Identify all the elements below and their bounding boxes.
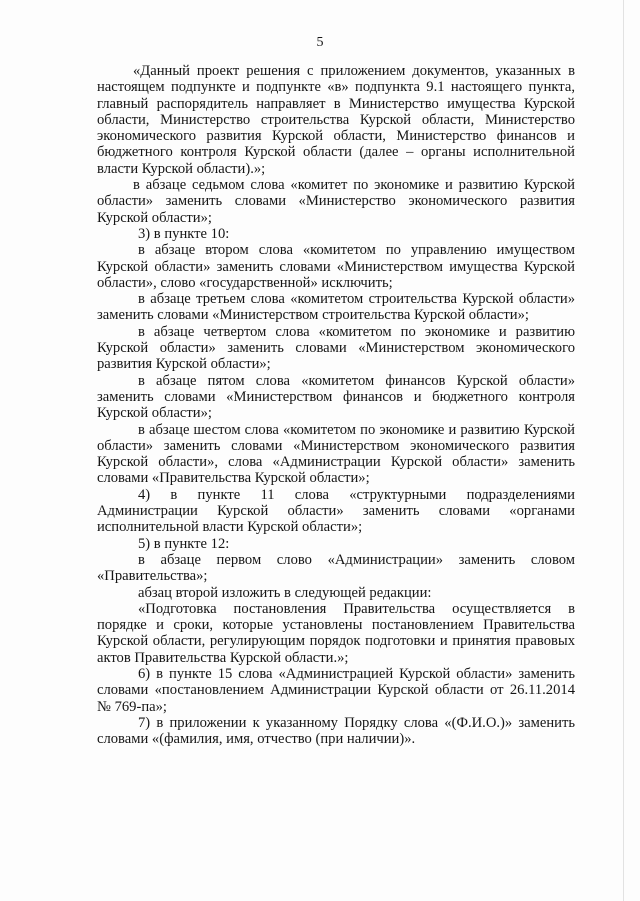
paragraph-draft-decision: «Данный проект решения с приложением документов, указанных в настоящем подпункте и подпункте «в» подпункта 9.1 настоящего пункта, главный распорядитель направляет в Министерство имущества Курской области, Министерство строительства Курской области, Министерство экономического развития Курской области, Министерство финансов и бюджетного контроля Курской области (далее – органы исполнительной власти Курской области).»; [97, 63, 575, 177]
paragraph-sixth-abzac: в абзаце шестом слова «комитетом по экономике и развитию Курской области» заменить словами «Министерством экономического развития Курской области», слова «Администрации Курской области» заменить словами «Правительства Курской области»; [97, 421, 575, 487]
paragraph-seventh-abzac: в абзаце седьмом слова «комитет по экономике и развитию Курской области» заменить словами «Министерство экономического развития Курской области»; [97, 177, 575, 226]
scan-edge-line [623, 0, 624, 901]
paragraph-fifth-abzac: в абзаце пятом слова «комитетом финансов Курской области» заменить словами «Министерством финансов и бюджетного контроля Курской области»; [97, 372, 575, 422]
paragraph-item-4: 4) в пункте 11 слова «структурными подразделениями Администрации Курской области» заменить словами «органами исполнительной власти Курской области»; [97, 486, 575, 536]
paragraph-second-abzac: в абзаце втором слова «комитетом по управлению имуществом Курской области» заменить словами «Министерством имущества Курской области», слово «государственной» исключить; [97, 242, 575, 291]
paragraph-item-7: 7) в приложении к указанному Порядку слова «(Ф.И.О.)» заменить словами «(фамилия, имя, отчество (при наличии)». [97, 714, 575, 748]
page-number: 5 [316, 35, 324, 50]
paragraph-first-abzac: в абзаце первом слово «Администрации» заменить словом «Правительства»; [97, 551, 575, 585]
paragraph-fourth-abzac: в абзаце четвертом слова «комитетом по экономике и развитию Курской области» заменить словами «Министерством экономического развития Курской области»; [97, 323, 575, 373]
paragraph-item-3: 3) в пункте 10: [138, 225, 230, 242]
paragraph-item-5: 5) в пункте 12: [138, 535, 230, 552]
document-body [97, 63, 575, 747]
paragraph-quote-preparation: «Подготовка постановления Правительства осуществляется в порядке и сроки, которые установлены постановлением Правительства Курской области, регулирующим порядок подготовки и принятия правовых актов Правительства Курской области.»; [97, 600, 575, 666]
paragraph-second-abzac-new: абзац второй изложить в следующей редакции: [138, 584, 432, 601]
paragraph-third-abzac: в абзаце третьем слова «комитетом строительства Курской области» заменить словами «Министерством строительства Курской области»; [97, 291, 575, 324]
paragraph-item-6: 6) в пункте 15 слова «Администрацией Курской области» заменить словами «постановлением Администрации Курской области от 26.11.2014 № 769-па»; [97, 665, 575, 715]
